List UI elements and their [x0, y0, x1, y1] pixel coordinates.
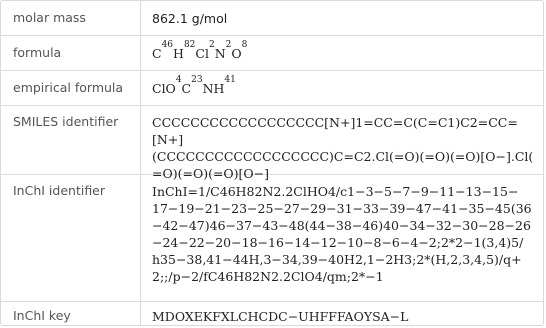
table-row-empirical-formula — [1, 70, 543, 105]
smiles-value: CCCCCCCCCCCCCCCCCC[N+]1=CC=C(C=C1)C2=CC=[N+] (CCCCCCCCCCCCCCCCCC)C=C2.Cl(=O)(=O)(=O)[O−].Cl( =O)(=O)(=O)[O−] — [152, 115, 534, 181]
table-row-formula — [1, 35, 543, 70]
empirical-formula-value: ClO 4 C 23 NH 41 — [152, 75, 236, 96]
row-label: formula — [1, 36, 141, 70]
row-label: InChI key — [1, 302, 141, 326]
inchi-key-value: MDOXEKFXLCHCDC−UHFFFAOYSA−L — [152, 309, 409, 324]
formula-element: NH — [202, 81, 225, 96]
inchi-value: InChI=1/C46H82N2.2ClHO4/c1−3−5−7−9−11−13−15− 17−19−21−23−25−27−29−31−33−39−47−41−35−45(36 −42−47)46−37−43−48(44−38−46)40−34−32−30−28−26 −24−22−20−18−16−14−12−10−8−6−4−2;2*2−1(3,4)5/ h35−38,41−44H,3−34,39−40H2,1−2H3;2*(H,2,3,4,5)/q+ 2;;/p−2/fC46H82N2.2ClO4/qm;2*−1 — [152, 184, 532, 284]
formula-element: Cl — [195, 46, 209, 61]
formula-element: H — [173, 46, 184, 61]
formula-element: O — [231, 46, 242, 61]
formula-element: C — [181, 81, 192, 96]
row-label: empirical formula — [1, 71, 141, 105]
row-label: InChI identifier — [1, 175, 141, 301]
formula-element: C — [152, 46, 162, 61]
table-row-inchi — [1, 174, 543, 301]
molar-mass-value: 862.1 g/mol — [152, 11, 228, 26]
formula-element: N — [214, 46, 226, 61]
table-row-molar-mass — [1, 1, 543, 35]
table-row-smiles — [1, 105, 543, 181]
formula-element: ClO — [152, 81, 176, 96]
formula-value: C 46 H 82 Cl 2 N 2 O 8 — [152, 40, 248, 61]
table-row-inchi-key — [1, 301, 543, 326]
row-label: SMILES identifier — [1, 106, 141, 174]
row-label: molar mass — [1, 1, 141, 35]
